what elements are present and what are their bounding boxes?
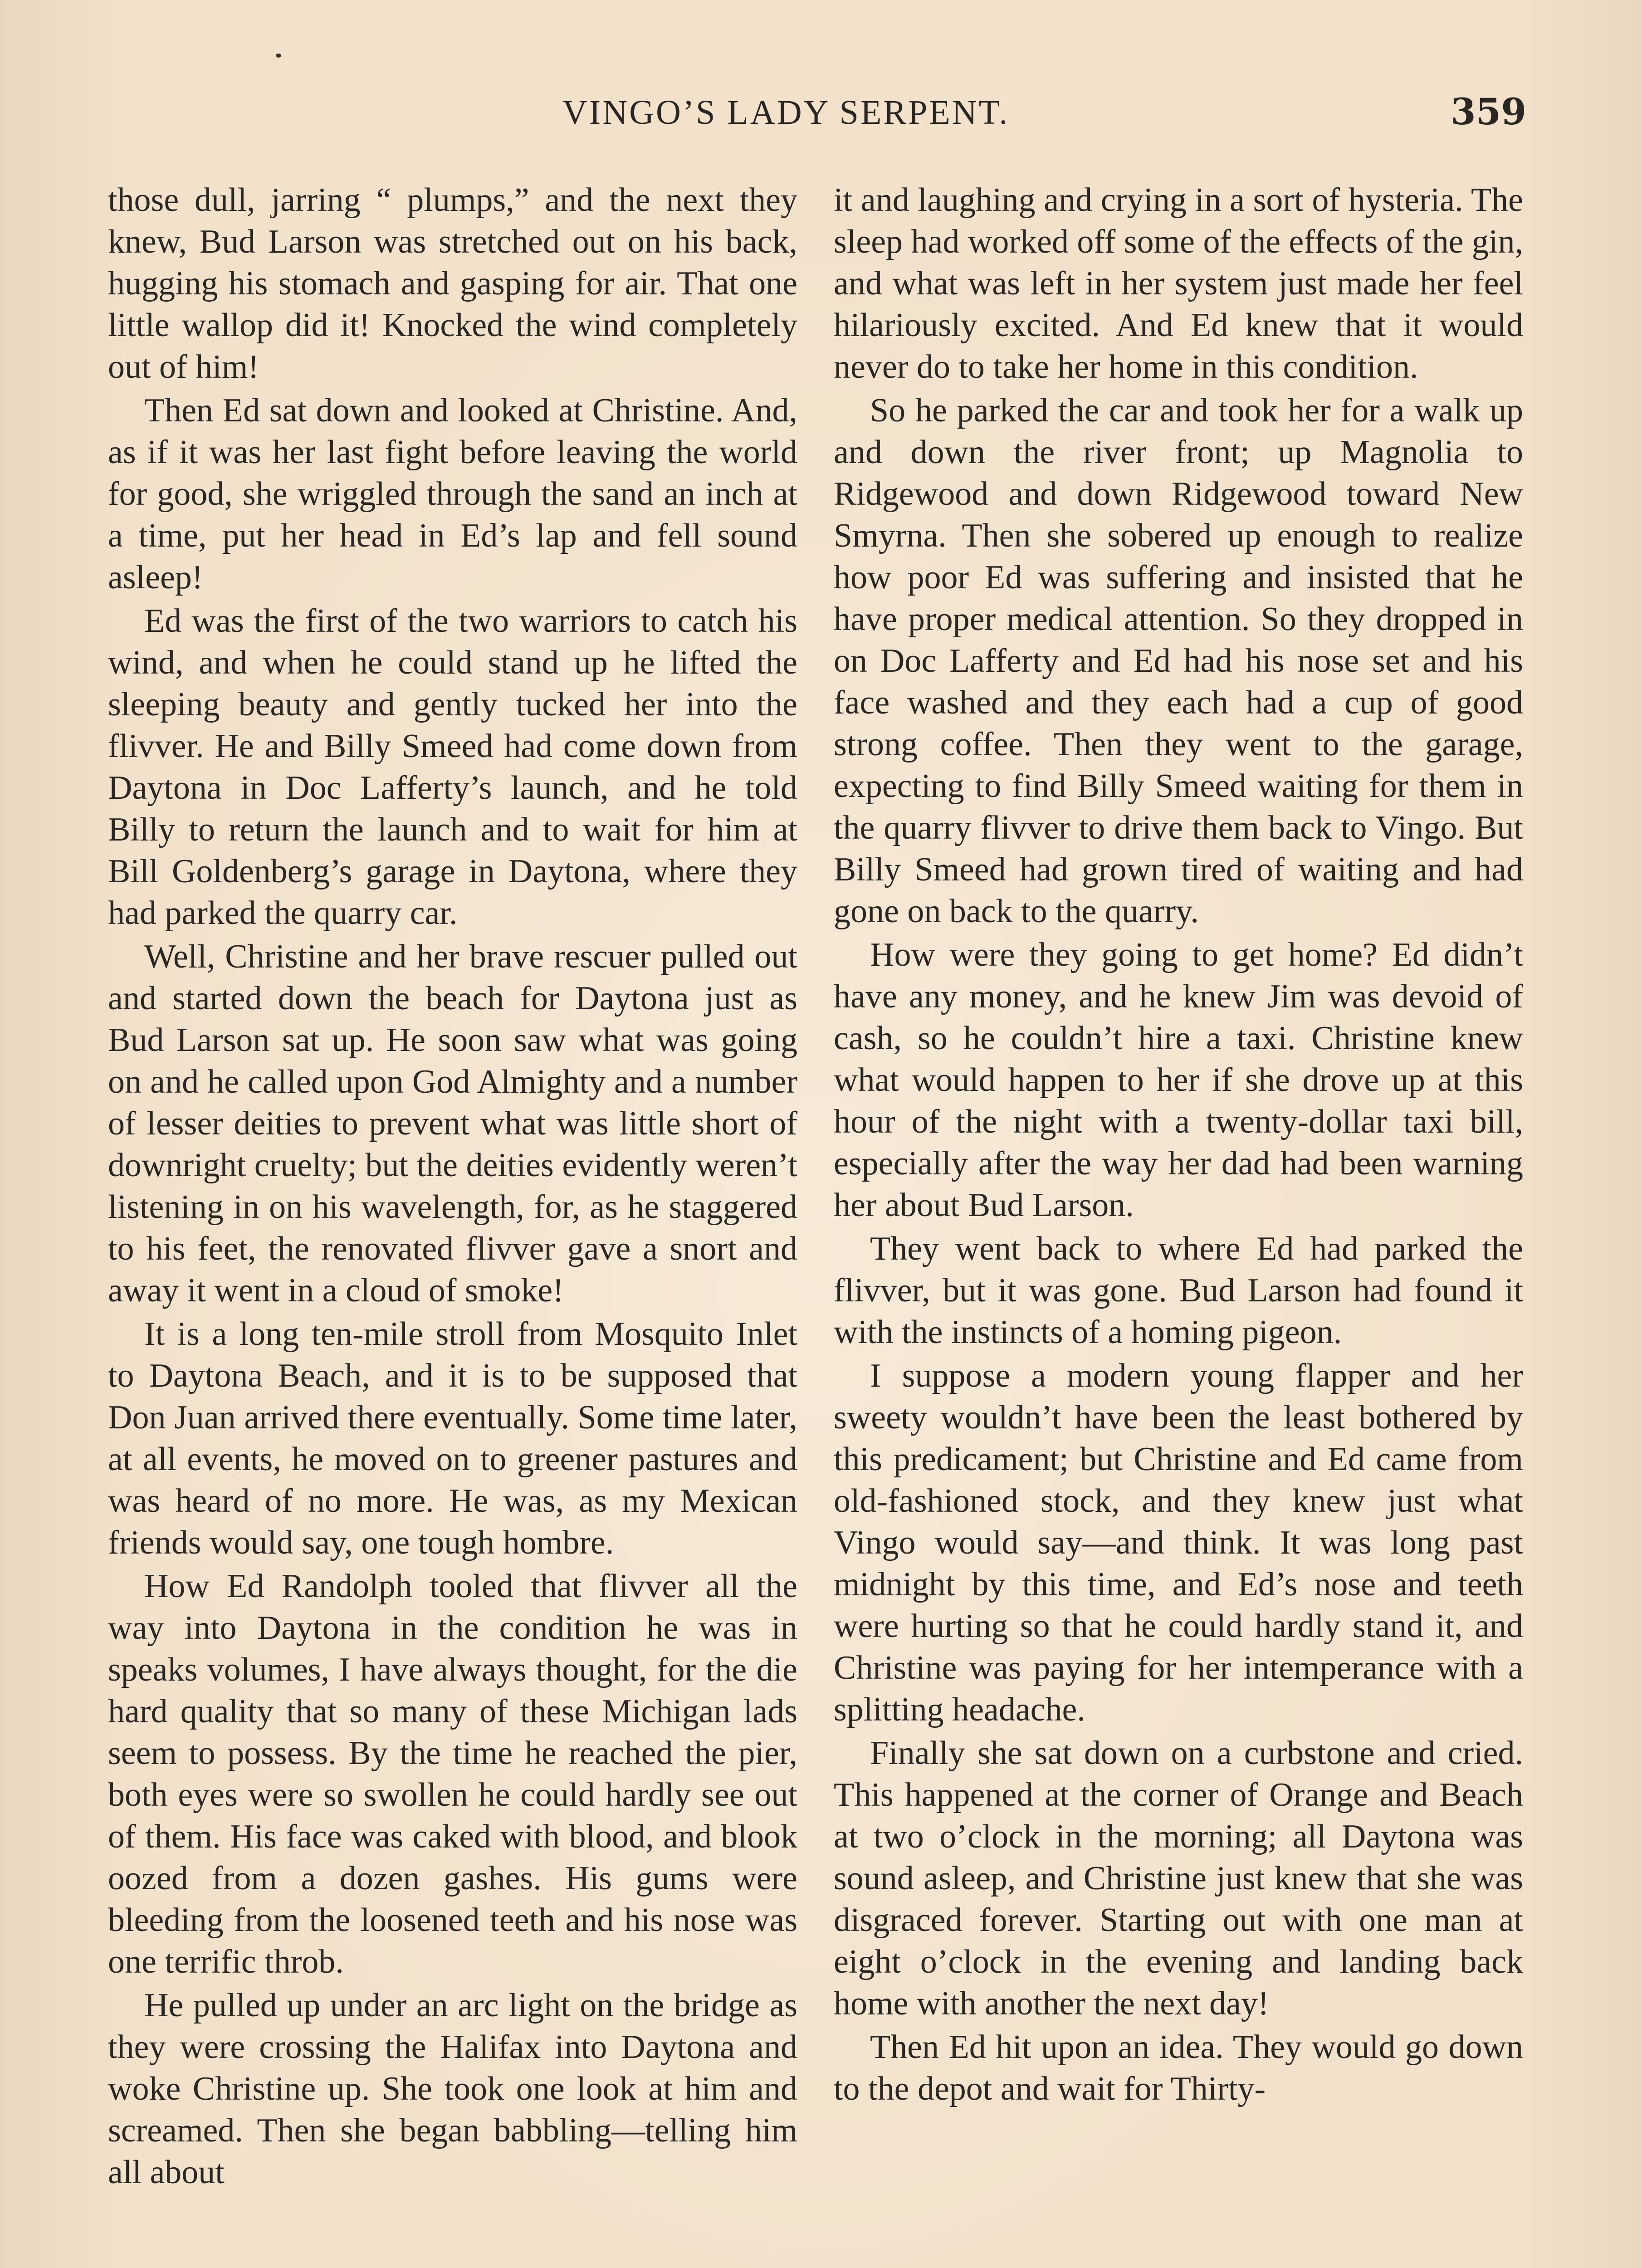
paragraph: Then Ed hit upon an idea. They would go down to the depot and wait for Thirty- xyxy=(834,2028,1523,2107)
running-title: VINGO’S LADY SERPENT. xyxy=(562,93,1010,132)
paragraph: Then Ed sat down and looked at Christine. And, as if it was her last fight before leaving the world for good, she wriggled through the sand an inch at a time, put her head in Ed’s lap and fell sound asleep! xyxy=(108,392,797,596)
page-header xyxy=(0,90,1642,143)
paragraph: Ed was the first of the two warriors to catch his wind, and when he could stand up he lifted the sleeping beauty and gently tucked her into the flivver. He and Billy Smeed had come down from Daytona in Doc Lafferty’s launch, and he told Billy to return the launch and to wait for him at Bill Goldenberg’s garage in Daytona, where they had parked the quarry car. xyxy=(108,602,797,932)
print-speck xyxy=(276,54,281,58)
paragraph: He pulled up under an arc light on the bridge as they were crossing the Halifax into Daytona and woke Christine up. She took one look at him and screamed. Then she began babbling—telling him all about xyxy=(108,1987,797,2191)
left-column xyxy=(108,179,797,2195)
paragraph: How were they going to get home? Ed didn’t have any money, and he knew Jim was devoid of cash, so he couldn’t hire a taxi. Christine knew what would happen to her if she drove up at this hour of the night with a twenty-dollar taxi bill, especially after the way her dad had been warning her about Bud Larson. xyxy=(834,936,1523,1224)
paragraph: So he parked the car and took her for a walk up and down the river front; up Magnolia to Ridgewood and down Ridgewood toward New Smyrna. Then she sobered up enough to realize how poor Ed was suffering and insisted that he have proper medical attention. So they dropped in on Doc Lafferty and Ed had his nose set and his face washed and they each had a cup of good strong coffee. Then they went to the garage, expecting to find Billy Smeed waiting for them in the quarry flivver to drive them back to Vingo. But Billy Smeed had grown tired of waiting and had gone on back to the quarry. xyxy=(834,392,1523,930)
paragraph: How Ed Randolph tooled that flivver all the way into Daytona in the condition he was in speaks volumes, I have always thought, for the die hard quality that so many of these Michigan lads seem to possess. By the time he reached the pier, both eyes were so swollen he could hardly see out of them. His face was caked with blood, and blook oozed from a dozen gashes. His gums were bleeding from the loosened teeth and his nose was one terrific throb. xyxy=(108,1568,797,1980)
paragraph: It is a long ten-mile stroll from Mosquito Inlet to Daytona Beach, and it is to be supposed that Don Juan arrived there eventually. Some time later, at all events, he moved on to greener pastures and was heard of no more. He was, as my Mexican friends would say, one tough hombre. xyxy=(108,1315,797,1561)
paragraph: Finally she sat down on a curbstone and cried. This happened at the corner of Orange and Beach at two o’clock in the morning; all Daytona was sound asleep, and Christine just knew that she was disgraced forever. Starting out with one man at eight o’clock in the evening and landing back home with another the next day! xyxy=(834,1735,1523,2022)
paragraph: it and laughing and crying in a sort of hysteria. The sleep had worked off some of the effects of the gin, and what was left in her system just made her feel hilariously excited. And Ed knew that it would never do to take her home in this condition. xyxy=(834,181,1523,386)
paragraph: those dull, jarring “ plumps,” and the next they knew, Bud Larson was stretched out on his back, hugging his stomach and gasping for air. That one little wallop did it! Knocked the wind completely out of him! xyxy=(108,181,797,386)
page-number: 359 xyxy=(1451,90,1526,133)
right-column xyxy=(834,179,1523,2112)
paragraph: They went back to where Ed had parked the flivver, but it was gone. Bud Larson had found it with the instincts of a homing pigeon. xyxy=(834,1230,1523,1351)
paragraph: Well, Christine and her brave rescuer pulled out and started down the beach for Daytona just as Bud Larson sat up. He soon saw what was going on and he called upon God Almighty and a number of lesser deities to prevent what was little short of downright cruelty; but the deities evidently weren’t listening in on his wavelength, for, as he staggered to his feet, the renovated flivver gave a snort and away it went in a cloud of smoke! xyxy=(108,938,797,1309)
paragraph: I suppose a modern young flapper and her sweety wouldn’t have been the least bothered by this predicament; but Christine and Ed came from old-fashioned stock, and they knew just what Vingo would say—and think. It was long past midnight by this time, and Ed’s nose and teeth were hurting so that he could hardly stand it, and Christine was paying for her intemperance with a splitting headache. xyxy=(834,1357,1523,1728)
